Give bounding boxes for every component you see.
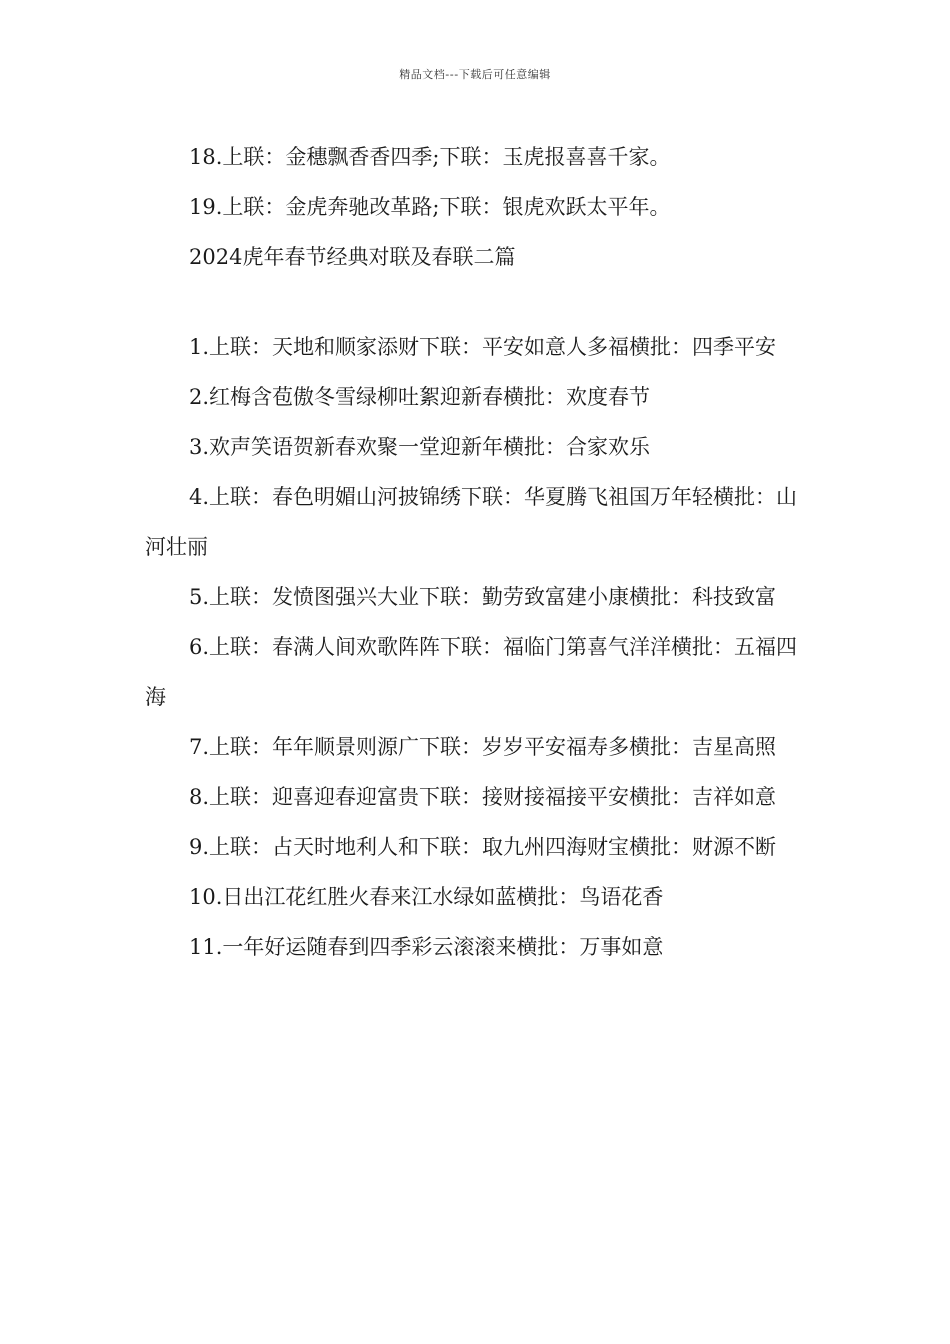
couplet-item-9: 9.上联：占天时地利人和下联：取九州四海财宝横批：财源不断 (189, 835, 777, 859)
couplet-item-11: 11.一年好运随春到四季彩云滚滚来横批：万事如意 (189, 935, 664, 959)
couplet-item-5: 5.上联：发愤图强兴大业下联：勤劳致富建小康横批：科技致富 (189, 585, 777, 609)
couplet-item-2: 2.红梅含苞傲冬雪绿柳吐絮迎新春横批：欢度春节 (189, 385, 651, 409)
couplet-item-10: 10.日出江花红胜火春来江水绿如蓝横批：鸟语花香 (189, 885, 664, 909)
section-title: 2024虎年春节经典对联及春联二篇 (189, 245, 516, 269)
couplet-item-1: 1.上联：天地和顺家添财下联：平安如意人多福横批：四季平安 (189, 335, 777, 359)
paragraph-18: 18.上联：金穗飘香香四季;下联：玉虎报喜喜千家。 (189, 145, 671, 169)
paragraph-19: 19.上联：金虎奔驰改革路;下联：银虎欢跃太平年。 (189, 195, 671, 219)
page-header: 精品文档---下载后可任意编辑 (399, 68, 551, 81)
couplet-item-7: 7.上联：年年顺景则源广下联：岁岁平安福寿多横批：吉星高照 (189, 735, 777, 759)
document-body (145, 132, 817, 972)
couplet-item-8: 8.上联：迎喜迎春迎富贵下联：接财接福接平安横批：吉祥如意 (189, 785, 777, 809)
blank-line (145, 282, 817, 322)
couplet-item-4: 4.上联：春色明媚山河披锦绣下联：华夏腾飞祖国万年轻横批：山河壮丽 (145, 485, 798, 559)
couplet-item-6: 6.上联：春满人间欢歌阵阵下联：福临门第喜气洋洋横批：五福四海 (145, 635, 798, 709)
couplet-item-3: 3.欢声笑语贺新春欢聚一堂迎新年横批：合家欢乐 (189, 435, 651, 459)
